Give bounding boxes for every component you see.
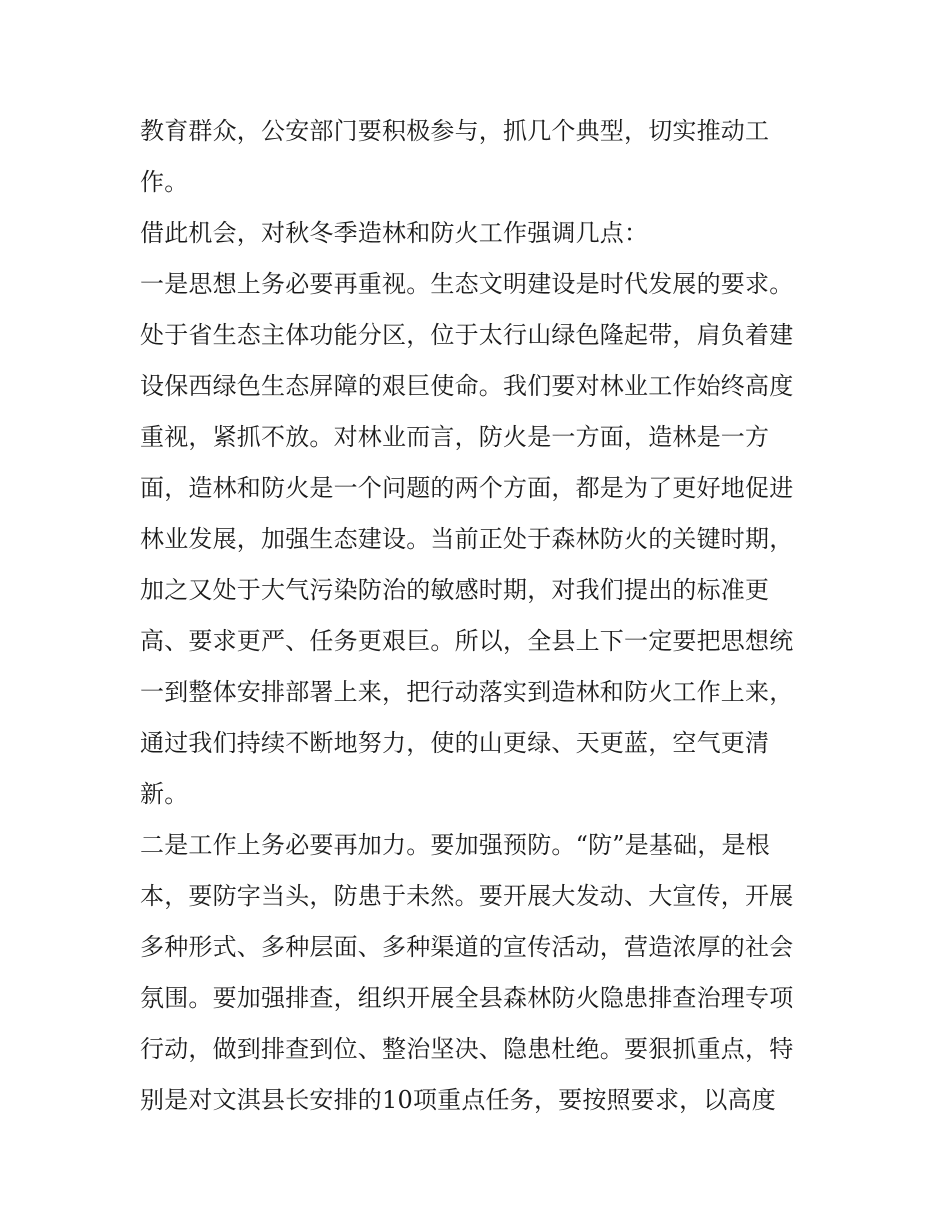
text-line: 新。 bbox=[140, 780, 189, 808]
text-line: 重视，紧抓不放。对林业而言，防火是一方面，造林是一方 bbox=[140, 423, 770, 451]
text-line: 面，造林和防火是一个问题的两个方面，都是为了更好地促进 bbox=[140, 474, 794, 502]
document-body bbox=[140, 106, 815, 1126]
text-line: 设保西绿色生态屏障的艰巨使命。我们要对林业工作始终高度 bbox=[140, 372, 794, 400]
text-line: 行动，做到排查到位、整治坚决、隐患杜绝。要狠抓重点，特 bbox=[140, 1035, 794, 1063]
text-line: 多种形式、多种层面、多种渠道的宣传活动，营造浓厚的社会 bbox=[140, 933, 794, 961]
text-line: 本，要防字当头，防患于未然。要开展大发动、大宣传，开展 bbox=[140, 882, 794, 910]
text-line: 处于省生态主体功能分区，位于太行山绿色隆起带，肩负着建 bbox=[140, 321, 794, 349]
text-line: 一到整体安排部署上来，把行动落实到造林和防火工作上来， bbox=[140, 678, 794, 706]
text-line: 二是工作上务必要再加力。要加强预防。“防”是基础，是根 bbox=[140, 831, 770, 859]
text-line: 教育群众，公安部门要积极参与，抓几个典型，切实推动工 bbox=[140, 117, 770, 145]
text-line: 借此机会，对秋冬季造林和防火工作强调几点： bbox=[140, 219, 649, 247]
text-line: 加之又处于大气污染防治的敏感时期，对我们提出的标准更 bbox=[140, 576, 770, 604]
text-line: 林业发展，加强生态建设。当前正处于森林防火的关键时期， bbox=[140, 525, 794, 553]
text-line: 氛围。要加强排查，组织开展全县森林防火隐患排查治理专项 bbox=[140, 984, 794, 1012]
text-line: 高、要求更严、任务更艰巨。所以，全县上下一定要把思想统 bbox=[140, 627, 794, 655]
text-line: 一是思想上务必要再重视。生态文明建设是时代发展的要求。 bbox=[140, 270, 794, 298]
text-line: 别是对文淇县长安排的10项重点任务，要按照要求，以高度 bbox=[140, 1086, 776, 1114]
text-line: 作。 bbox=[140, 168, 189, 196]
text-line: 通过我们持续不断地努力，使的山更绿、天更蓝，空气更清 bbox=[140, 729, 770, 757]
